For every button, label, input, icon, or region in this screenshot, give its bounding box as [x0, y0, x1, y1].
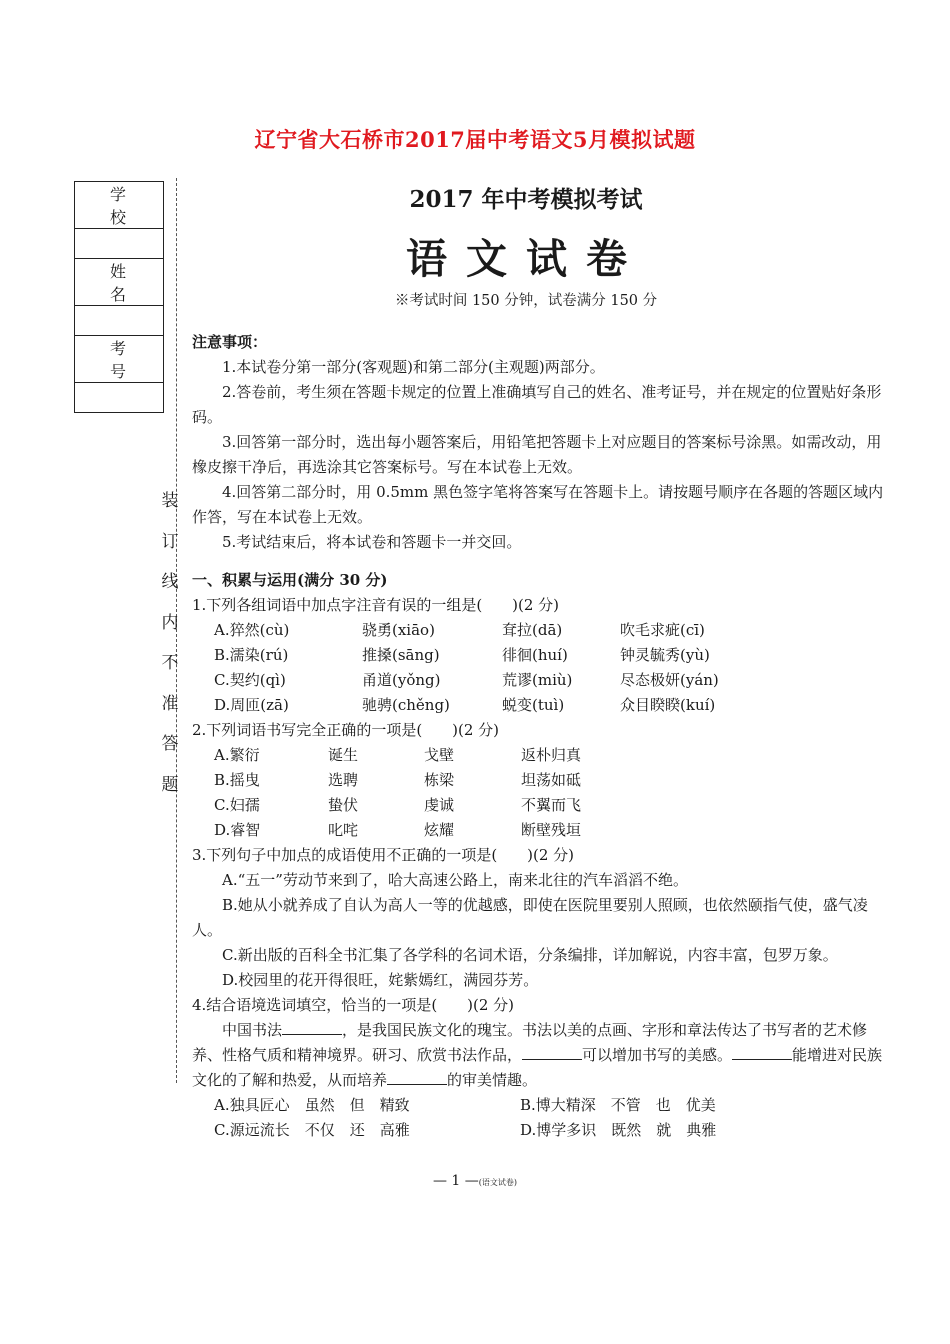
q1-word: A.猝然(cù) — [214, 621, 290, 639]
seal-char: 不 — [161, 653, 179, 673]
school-label: 学 校 — [75, 182, 164, 229]
q1-option-row — [192, 693, 887, 718]
q2-word: 炫耀 — [424, 821, 455, 839]
q1-word: 荒谬(miù) — [502, 671, 573, 689]
q2-word: 坦荡如砥 — [521, 771, 582, 789]
q2-option-row — [192, 768, 887, 793]
paper-title: 语文试卷 — [406, 235, 646, 283]
q2-word: C.妇孺 — [214, 796, 260, 814]
note-item: 2.答卷前，考生须在答题卡规定的位置上准确填写自己的姓名、准考证号，并在规定的位置贴好条形码。 — [192, 383, 882, 426]
exam-content — [192, 330, 887, 1143]
page-footer — [0, 1173, 950, 1189]
q2-stem: 2.下列词语书写完全正确的一项是( )(2 分) — [192, 721, 500, 739]
q3-stem: 3.下列句子中加点的成语使用不正确的一项是( )(2 分) — [192, 846, 575, 864]
q1-option-row — [192, 668, 887, 693]
q4-stem: 4.结合语境选词填空，恰当的一项是( )(2 分) — [192, 996, 515, 1014]
q1-word: 驰骋(chěng) — [362, 696, 450, 714]
passage-text: 可以增加书写的美感。 — [582, 1046, 733, 1064]
q1-option-row — [192, 643, 887, 668]
q1-word: B.濡染(rú) — [214, 646, 289, 664]
fill-blank — [732, 1045, 792, 1060]
q2-word: 断壁残垣 — [521, 821, 582, 839]
fill-blank — [522, 1045, 582, 1060]
name-field[interactable] — [75, 306, 164, 336]
q2-word: 叱咤 — [328, 821, 359, 839]
seal-char: 装 — [161, 491, 179, 511]
school-field[interactable] — [75, 229, 164, 259]
q4-choice: C.源远流长 不仅 还 高雅 — [214, 1121, 410, 1139]
q1-word: 尽态极妍(yán) — [620, 671, 719, 689]
seal-char: 订 — [161, 531, 179, 552]
q3-option: D.校园里的花开得很旺，姹紫嫣红，满园芬芳。 — [222, 971, 539, 989]
q4-passage — [192, 1018, 887, 1093]
q2-word: 蛰伏 — [328, 796, 359, 814]
note-item: 3.回答第一部分时，选出每小题答案后，用铅笔把答题卡上对应题目的答案标号涂黑。如需改动，用橡皮擦干净后，再选涂其它答案标号。写在本试卷上无效。 — [192, 433, 882, 476]
q4-choice: B.博大精深 不管 也 优美 — [520, 1096, 716, 1114]
note-item: 1.本试卷分第一部分(客观题)和第二部分(主观题)两部分。 — [222, 358, 605, 376]
q1-word: 耷拉(dā) — [502, 621, 563, 639]
student-info-table — [74, 181, 164, 413]
q3-option: B.她从小就养成了自认为高人一等的优越感，即使在医院里要别人照顾，也依然颐指气使，盛气凌人。 — [192, 896, 868, 939]
q1-word: 吹毛求疵(cī) — [620, 621, 705, 639]
passage-text: 的审美情趣。 — [447, 1071, 538, 1089]
seal-char: 准 — [161, 693, 179, 714]
q2-word: A.繁衍 — [214, 746, 260, 764]
q1-word: 蜕变(tuì) — [502, 696, 565, 714]
q2-word: 诞生 — [328, 746, 359, 764]
q1-word: 众目睽睽(kuí) — [620, 696, 716, 714]
seal-char: 答 — [161, 734, 179, 754]
q2-word: D.睿智 — [214, 821, 261, 839]
q1-word: 骁勇(xiāo) — [362, 621, 435, 639]
notes-heading: 注意事项： — [192, 333, 268, 351]
passage-text: ，是我国民族文化的瑰宝。书法以美的点画、字形和章法传达了书写者的艺术修养、性格气质和精神境界。研习、欣赏书法作品， — [192, 1021, 868, 1064]
q4-choices-row — [192, 1118, 887, 1143]
q2-word: 返朴归真 — [521, 746, 582, 764]
fill-blank — [282, 1020, 342, 1035]
q3-option: A.“五一”劳动节来到了，哈大高速公路上，南来北往的汽车滔滔不绝。 — [222, 871, 688, 889]
q4-choice: A.独具匠心 虽然 但 精致 — [214, 1096, 410, 1114]
name-label: 姓 名 — [75, 259, 164, 306]
exam-number-label: 考 号 — [75, 336, 164, 383]
q2-word: 虔诚 — [424, 796, 455, 814]
note-item: 5.考试结束后，将本试卷和答题卡一并交回。 — [222, 533, 522, 551]
q2-word: 栋梁 — [424, 771, 455, 789]
q2-word: B.摇曳 — [214, 771, 260, 789]
q2-option-row — [192, 743, 887, 768]
q3-option: C.新出版的百科全书汇集了各学科的名词术语，分条编排，详加解说，内容丰富，包罗万象。 — [222, 946, 838, 964]
q1-stem: 1.下列各组词语中加点字注音有误的一组是( )(2 分) — [192, 596, 560, 614]
q2-word: 戈壁 — [424, 746, 455, 764]
page-number: — 1 — — [432, 1173, 479, 1189]
time-info: ※考试时间 150 分钟，试卷满分 150 分 — [394, 293, 658, 309]
passage-text: 中国书法 — [222, 1021, 283, 1039]
q1-word: 徘徊(huí) — [502, 646, 568, 664]
q2-option-row — [192, 793, 887, 818]
page-label: (语文试卷) — [478, 1178, 518, 1187]
q1-word: D.周匝(zā) — [214, 696, 289, 714]
q1-word: 推搡(sāng) — [362, 646, 440, 664]
q2-word: 选聘 — [328, 771, 359, 789]
fill-blank — [387, 1070, 447, 1085]
q1-word: C.契约(qì) — [214, 671, 286, 689]
q4-choices-row — [192, 1093, 887, 1118]
q2-option-row — [192, 818, 887, 843]
seal-char: 内 — [161, 612, 179, 633]
q4-choice: D.博学多识 既然 就 典雅 — [520, 1121, 717, 1139]
passage-text: 能增进对民族文化的了解和热爱，从而培养 — [192, 1046, 883, 1089]
q2-word: 不翼而飞 — [521, 796, 582, 814]
seal-char: 线 — [161, 572, 179, 592]
q1-word: 甬道(yǒng) — [362, 671, 441, 689]
seal-char: 题 — [161, 774, 179, 795]
seal-warning — [159, 481, 181, 805]
q1-option-row — [192, 618, 887, 643]
exam-title: 2017 年中考模拟考试 — [409, 186, 643, 213]
note-item: 4.回答第二部分时，用 0.5mm 黑色签字笔将答案写在答题卡上。请按题号顺序在各题的答题区域内作答，写在本试卷上无效。 — [192, 483, 884, 526]
document-title: 辽宁省大石桥市2017届中考语文5月模拟试题 — [254, 127, 696, 152]
exam-number-field[interactable] — [75, 383, 164, 413]
q1-word: 钟灵毓秀(yù) — [620, 646, 710, 664]
section-title: 一、积累与运用(满分 30 分) — [192, 571, 388, 589]
